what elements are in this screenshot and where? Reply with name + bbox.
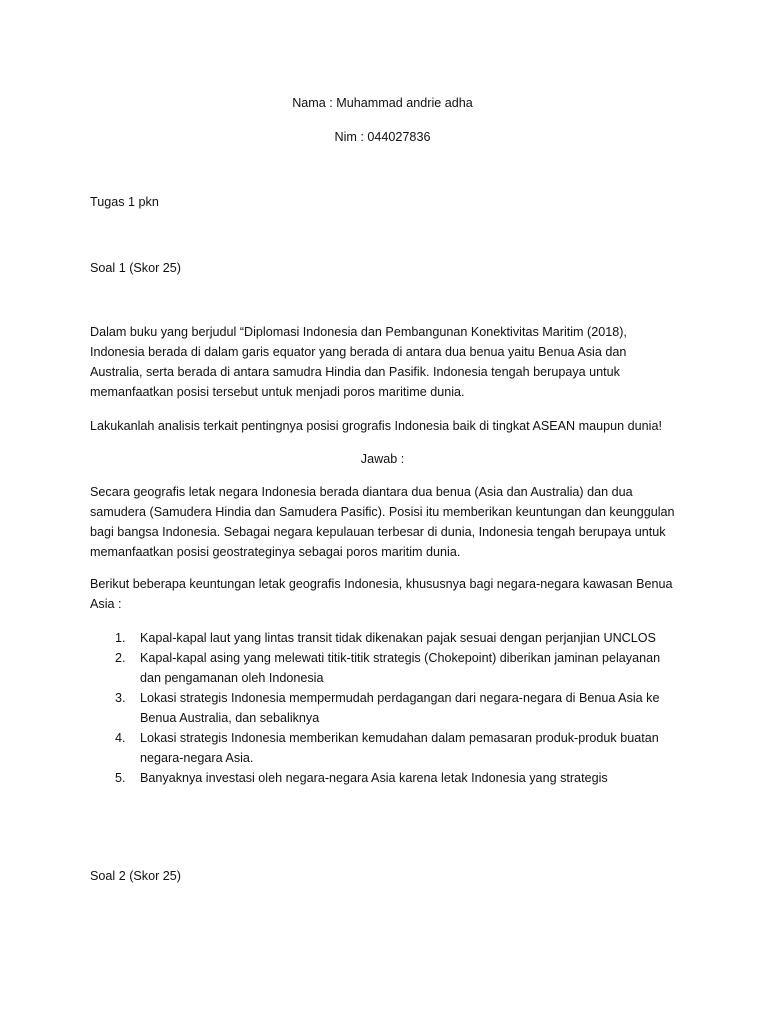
list-intro: Berikut beberapa keuntungan letak geografis Indonesia, khususnya bagi negara-negara kawasan Benua Asia : [90, 577, 673, 611]
task-title: Tugas 1 pkn [90, 195, 159, 209]
list-item-text: Kapal-kapal asing yang melewati titik-titik strategis (Chokepoint) diberikan jaminan pelayanan dan pengamanan oleh Indonesia [140, 651, 661, 685]
list-item-text: Kapal-kapal laut yang lintas transit tidak dikenakan pajak sesuai dengan perjanjian UNCLOS [140, 631, 656, 645]
list-item-number: 4. [115, 731, 126, 745]
list-item [90, 728, 675, 768]
soal1-instruction: Lakukanlah analisis terkait pentingnya posisi grografis Indonesia baik di tingkat ASEAN maupun dunia! [90, 419, 662, 433]
list-item-number: 5. [115, 771, 126, 785]
soal1-prompt: Dalam buku yang berjudul “Diplomasi Indonesia dan Pembangunan Konektivitas Maritim (2018), Indonesia berada di dalam garis equator yang berada di antara dua benua yaitu Benua Asia dan Australia, serta berada di antara samudra Hindia dan Pasifik. Indonesia tengah berupaya untuk memanfaatkan posisi tersebut untuk menjadi poros maritime dunia. [90, 325, 627, 399]
soal2-title: Soal 2 (Skor 25) [90, 869, 181, 883]
list-item-text: Lokasi strategis Indonesia memberikan kemudahan dalam pemasaran produk-produk buatan negara-negara Asia. [140, 731, 659, 765]
soal1-title: Soal 1 (Skor 25) [90, 261, 181, 275]
list-item-text: Lokasi strategis Indonesia mempermudah perdagangan dari negara-negara di Benua Asia ke Benua Australia, dan sebaliknya [140, 691, 660, 725]
student-nim: Nim : 044027836 [334, 130, 431, 144]
list-item [90, 768, 675, 788]
list-item-number: 3. [115, 691, 126, 705]
list-item [90, 688, 675, 728]
list-item-text: Banyaknya investasi oleh negara-negara Asia karena letak Indonesia yang strategis [140, 771, 608, 785]
student-name: Nama : Muhammad andrie adha [292, 96, 473, 110]
answer-heading: Jawab : [360, 452, 405, 466]
advantages-list [90, 628, 675, 788]
list-item-number: 2. [115, 651, 126, 665]
list-item [90, 648, 675, 688]
answer-paragraph: Secara geografis letak negara Indonesia berada diantara dua benua (Asia dan Australia) dan dua samudera (Samudera Hindia dan Samudera Pasific). Posisi itu memberikan keuntungan dan keunggulan bagi bangsa Indonesia. Sebagai negara kepulauan terbesar di dunia, Indonesia tengah berupaya untuk memanfaatkan posisi geostrateginya sebagai poros maritim dunia. [90, 485, 675, 559]
list-item [90, 628, 675, 648]
list-item-number: 1. [115, 631, 126, 645]
